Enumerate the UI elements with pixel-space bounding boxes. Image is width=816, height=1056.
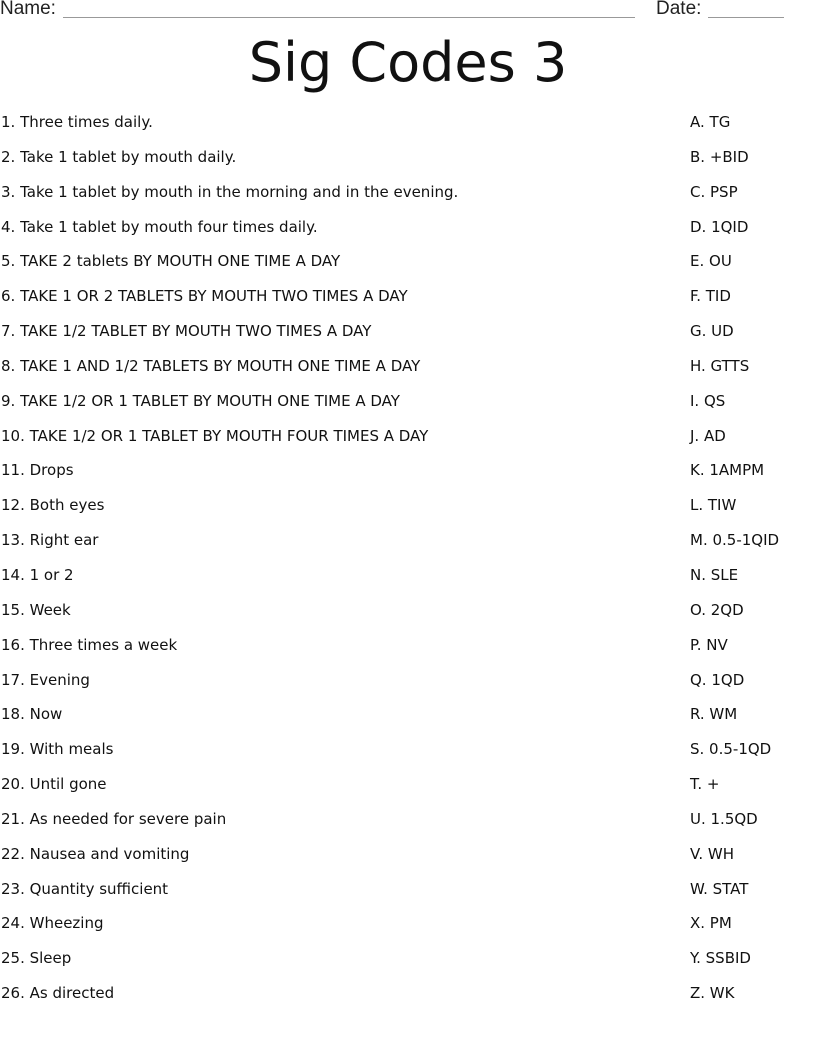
question-text: 17. Evening xyxy=(1,670,90,689)
answer-option: L. TIW xyxy=(690,496,737,515)
date-line xyxy=(708,17,784,18)
list-item xyxy=(0,390,816,425)
list-item xyxy=(0,982,816,1017)
answer-option: F. TID xyxy=(690,287,731,306)
list-item xyxy=(0,808,816,843)
question-text: 14. 1 or 2 xyxy=(1,565,74,584)
list-item xyxy=(0,111,816,146)
answer-option: A. TG xyxy=(690,113,731,131)
list-item xyxy=(0,181,816,216)
header-row xyxy=(0,0,816,22)
answer-option: N. SLE xyxy=(690,565,739,584)
answer-option: I. QS xyxy=(690,391,726,410)
question-text: 12. Both eyes xyxy=(1,496,105,515)
answer-option: B. +BID xyxy=(690,147,749,166)
question-text: 26. As directed xyxy=(1,984,115,1003)
list-item xyxy=(0,494,816,529)
question-text: 21. As needed for severe pain xyxy=(1,809,227,828)
name-line xyxy=(63,17,635,18)
answer-option: C. PSP xyxy=(690,182,738,201)
list-item xyxy=(0,459,816,494)
page-title: Sig Codes 3 xyxy=(248,31,568,94)
answer-option: Z. WK xyxy=(690,984,735,1003)
list-item xyxy=(0,285,816,320)
list-item xyxy=(0,773,816,808)
question-text: 3. Take 1 tablet by mouth in the morning and in the evening. xyxy=(1,182,459,201)
question-text: 16. Three times a week xyxy=(1,635,178,654)
list-item xyxy=(0,564,816,599)
list-item xyxy=(0,216,816,251)
list-item xyxy=(0,529,816,564)
list-item xyxy=(0,599,816,634)
question-text: 15. Week xyxy=(1,600,71,619)
answer-option: R. WM xyxy=(690,705,738,724)
list-item xyxy=(0,703,816,738)
answer-option: E. OU xyxy=(690,252,732,271)
answer-option: X. PM xyxy=(690,914,732,933)
question-text: 8. TAKE 1 AND 1/2 TABLETS BY MOUTH ONE TIME A DAY xyxy=(1,356,421,375)
question-text: 24. Wheezing xyxy=(1,914,104,933)
question-text: 6. TAKE 1 OR 2 TABLETS BY MOUTH TWO TIMES A DAY xyxy=(1,287,408,306)
answer-option: O. 2QD xyxy=(690,600,744,619)
answer-option: U. 1.5QD xyxy=(690,809,758,828)
list-item xyxy=(0,146,816,181)
question-text: 18. Now xyxy=(1,705,63,724)
question-text: 23. Quantity sufficient xyxy=(1,879,169,898)
list-item xyxy=(0,669,816,704)
question-text: 7. TAKE 1/2 TABLET BY MOUTH TWO TIMES A DAY xyxy=(1,322,372,341)
answer-option: W. STAT xyxy=(690,879,749,898)
name-label: Name: xyxy=(0,0,56,19)
answer-option: V. WH xyxy=(690,844,734,863)
question-text: 2. Take 1 tablet by mouth daily. xyxy=(1,147,237,166)
question-text: 5. TAKE 2 tablets BY MOUTH ONE TIME A DAY xyxy=(1,252,341,271)
list-item xyxy=(0,947,816,982)
list-item xyxy=(0,250,816,285)
answer-option: P. NV xyxy=(690,635,728,654)
question-text: 1. Three times daily. xyxy=(1,113,153,131)
question-text: 10. TAKE 1/2 OR 1 TABLET BY MOUTH FOUR TIMES A DAY xyxy=(1,426,429,445)
answer-option: H. GTTS xyxy=(690,356,750,375)
question-text: 22. Nausea and vomiting xyxy=(1,844,190,863)
date-label: Date: xyxy=(656,0,702,19)
question-text: 4. Take 1 tablet by mouth four times daily. xyxy=(1,217,318,236)
answer-option: S. 0.5-1QD xyxy=(690,740,772,759)
answer-option: Q. 1QD xyxy=(690,670,745,689)
answer-option: G. UD xyxy=(690,322,734,341)
question-text: 9. TAKE 1/2 OR 1 TABLET BY MOUTH ONE TIME A DAY xyxy=(1,391,400,410)
answer-option: Y. SSBID xyxy=(690,949,751,968)
list-item xyxy=(0,320,816,355)
question-text: 13. Right ear xyxy=(1,531,99,550)
list-item xyxy=(0,912,816,947)
question-text: 20. Until gone xyxy=(1,775,107,794)
list-item xyxy=(0,425,816,460)
answer-option: K. 1AMPM xyxy=(690,461,765,480)
matching-list xyxy=(0,111,816,1017)
answer-option: M. 0.5-1QID xyxy=(690,531,780,550)
question-text: 25. Sleep xyxy=(1,949,72,968)
answer-option: J. AD xyxy=(690,426,726,445)
answer-option: T. + xyxy=(690,775,720,794)
list-item xyxy=(0,738,816,773)
list-item xyxy=(0,843,816,878)
list-item xyxy=(0,634,816,669)
answer-option: D. 1QID xyxy=(690,217,749,236)
list-item xyxy=(0,355,816,390)
question-text: 19. With meals xyxy=(1,740,114,759)
list-item xyxy=(0,878,816,913)
question-text: 11. Drops xyxy=(1,461,74,480)
